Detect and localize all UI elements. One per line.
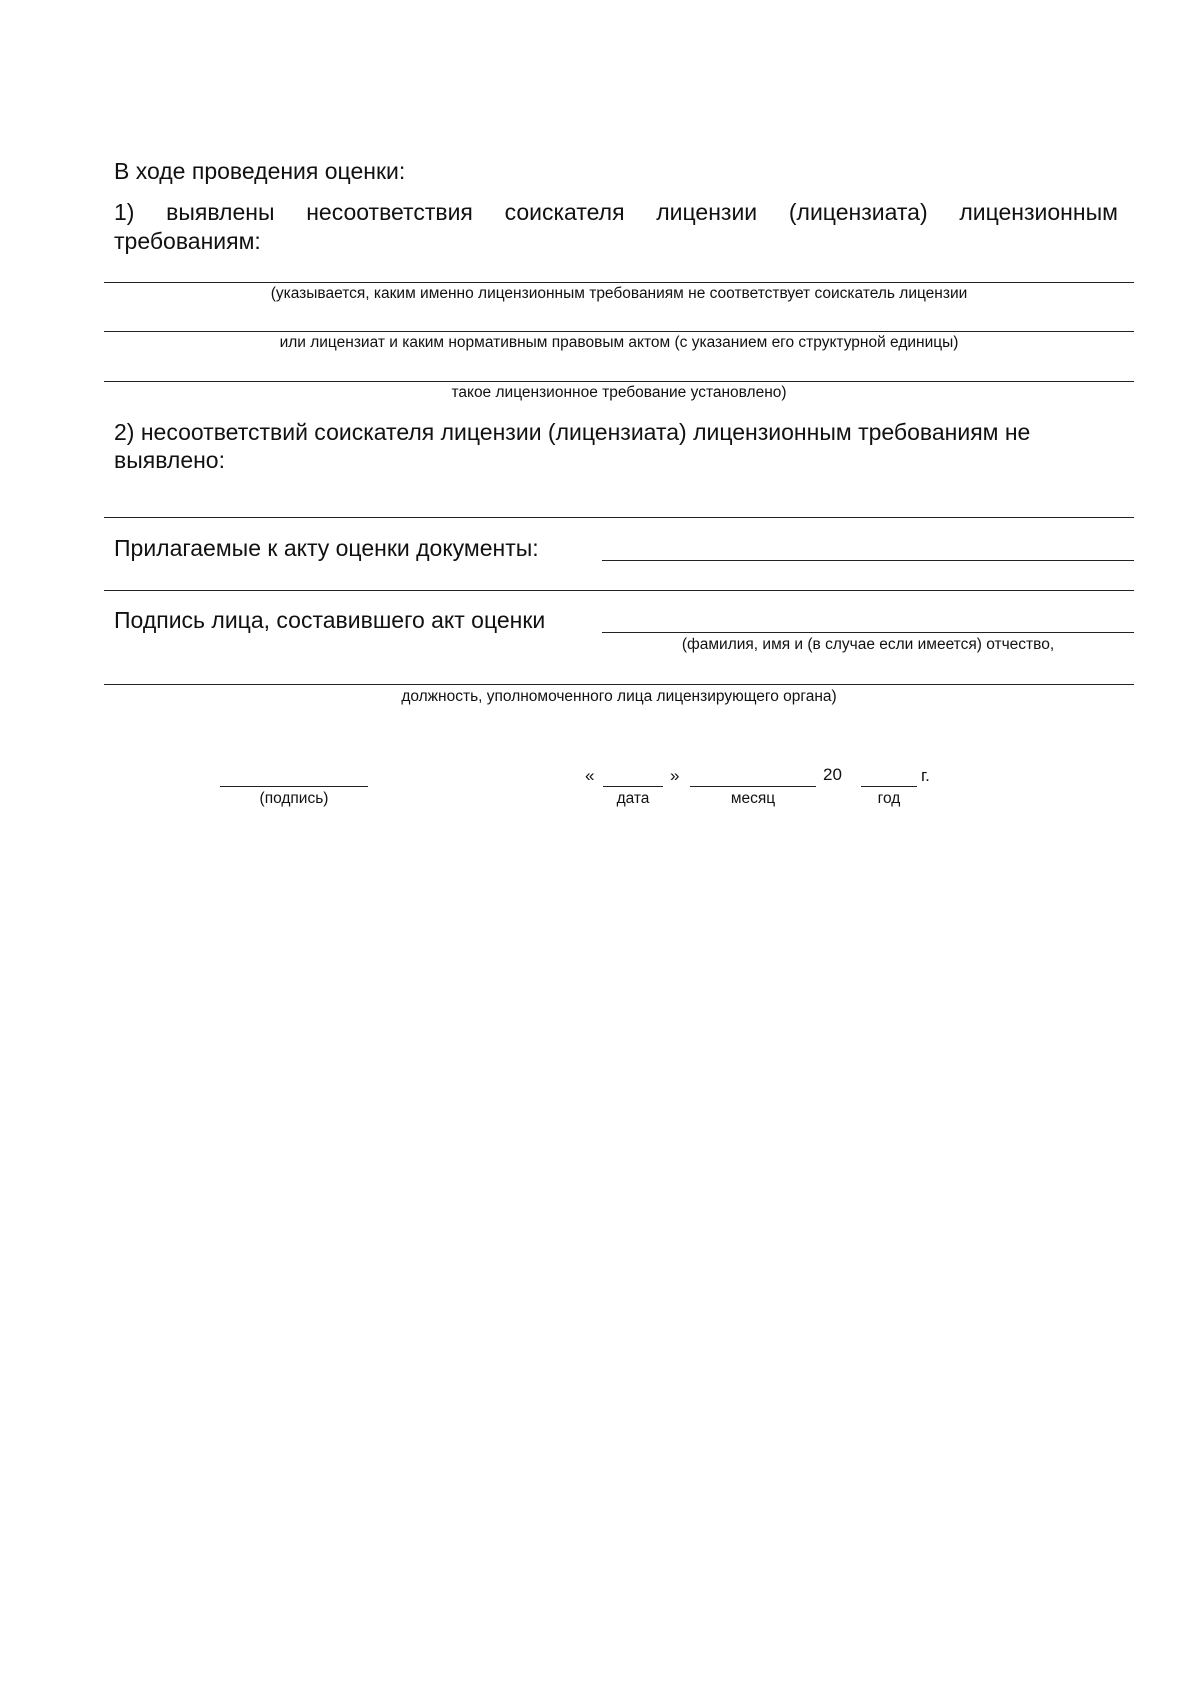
fill-line[interactable] [104, 684, 1134, 685]
quote-close: » [670, 766, 680, 785]
fill-line[interactable] [104, 517, 1134, 518]
signature-line[interactable] [220, 786, 368, 787]
item1-word: соискателя [504, 199, 625, 225]
year-suffix: г. [921, 766, 930, 785]
fill-line[interactable] [104, 331, 1134, 332]
attached-docs-line[interactable] [602, 560, 1134, 561]
item2-line1: 2) несоответствий соискателя лицензии (лицензиата) лицензионным требованиям не [114, 419, 1031, 445]
item2-line2: выявлено: [114, 447, 225, 473]
item1-word: (лицензиата) [788, 199, 928, 225]
item1-word: выявлены [166, 199, 275, 225]
caption-day: дата [616, 790, 650, 807]
signature-person-label: Подпись лица, составившего акт оценки [114, 607, 546, 633]
caption-position: должность, уполномоченного лица лицензирующего органа) [401, 688, 837, 705]
caption-signature: (подпись) [259, 790, 329, 807]
item1-line2: требованиям: [114, 228, 261, 254]
caption-month: месяц [730, 790, 776, 807]
item1-word: лицензии [656, 199, 758, 225]
caption-legal-act: или лицензиат и каким нормативным правовым актом (с указанием его структурной единицы) [279, 334, 959, 351]
fill-line[interactable] [104, 282, 1134, 283]
fio-line[interactable] [602, 632, 1134, 633]
caption-fio: (фамилия, имя и (в случае если имеется) отчество, [681, 636, 1055, 653]
caption-requirement-established: такое лицензионное требование установлено) [451, 384, 787, 401]
item1-word: несоответствия [306, 199, 473, 225]
item1-word: 1) [114, 199, 135, 225]
item1-line1 [114, 199, 1118, 226]
intro-text: В ходе проведения оценки: [114, 158, 406, 184]
fill-line[interactable] [104, 590, 1134, 591]
caption-requirements: (указывается, каким именно лицензионным требованиям не соответствует соискатель лицензии [270, 285, 968, 302]
year-prefix: 20 [823, 765, 842, 784]
month-line[interactable] [690, 786, 816, 787]
item1-word: лицензионным [959, 199, 1118, 225]
quote-open: « [585, 766, 595, 785]
year-line[interactable] [861, 786, 917, 787]
fill-line[interactable] [104, 381, 1134, 382]
day-line[interactable] [603, 786, 663, 787]
attached-docs-label: Прилагаемые к акту оценки документы: [114, 535, 539, 561]
caption-year: год [877, 790, 901, 807]
